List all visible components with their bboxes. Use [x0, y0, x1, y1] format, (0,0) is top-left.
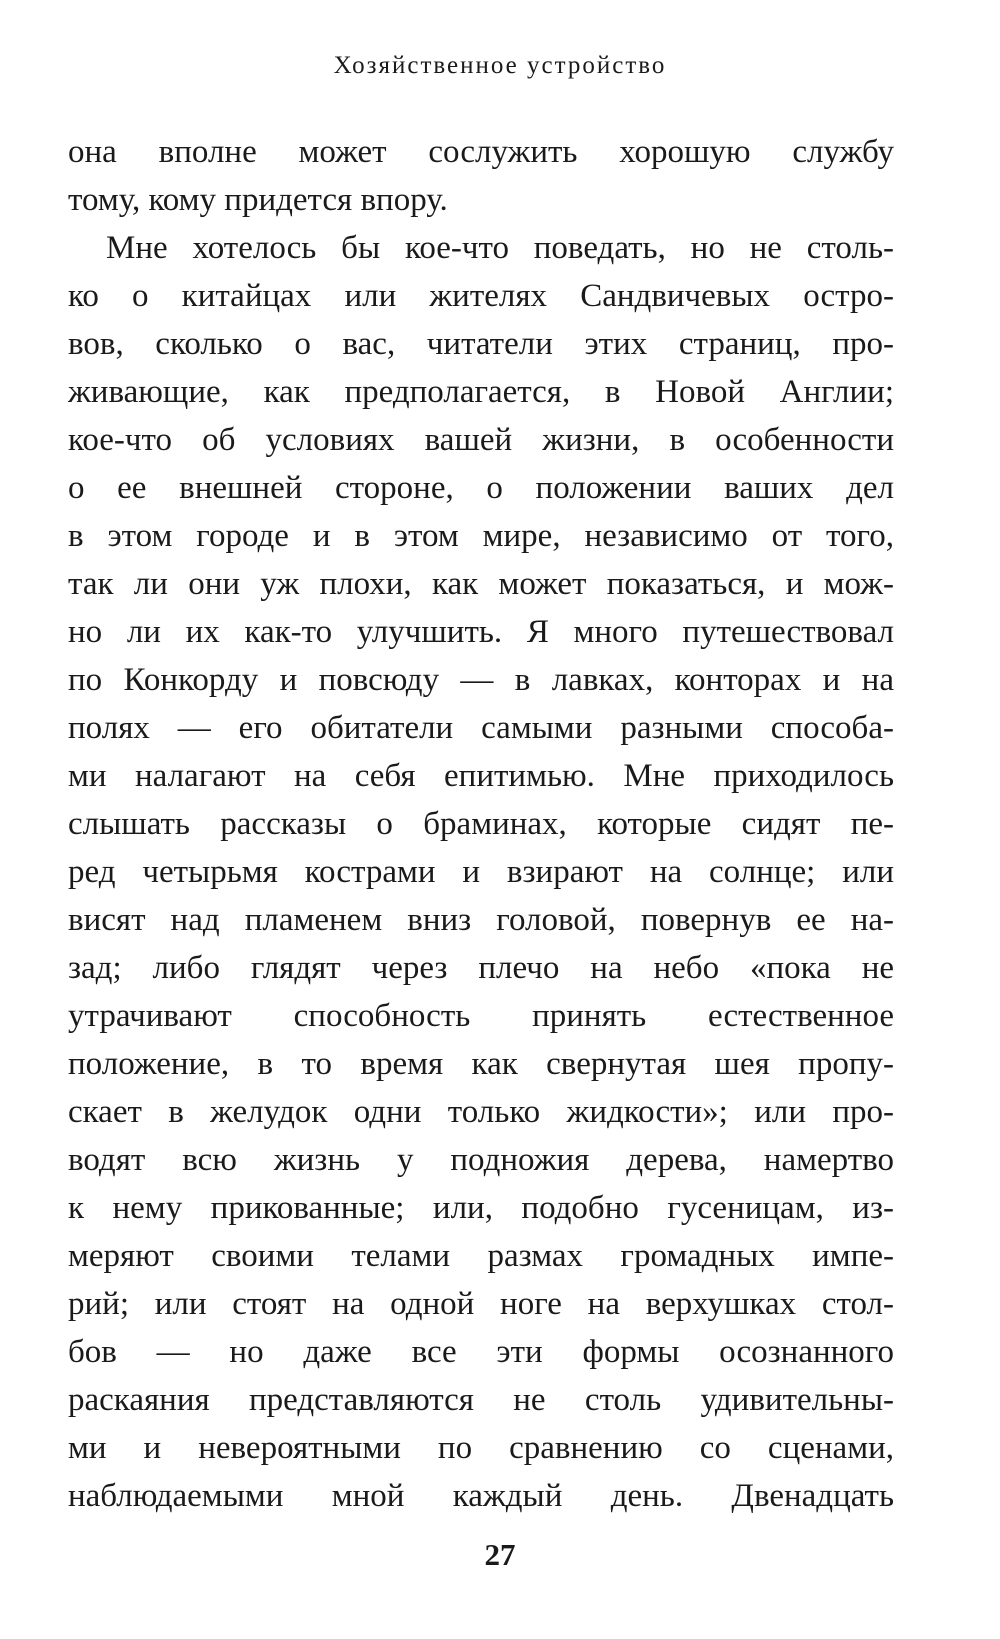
text-line: водят всю жизнь у подножия дерева, намертво: [68, 1142, 894, 1178]
text-line: ми налагают на себя епитимью. Мне приходилось: [68, 758, 894, 794]
text-line: висят над пламенем вниз головой, повернув ее на-: [68, 902, 894, 938]
text-line: кое-что об условиях вашей жизни, в особенности: [68, 422, 894, 458]
text-line: но ли их как-то улучшить. Я много путешествовал: [68, 614, 894, 650]
text-line: меряют своими телами размах громадных импе-: [68, 1238, 894, 1274]
text-line: полях — его обитатели самыми разными способа-: [68, 710, 894, 746]
text-line: о ее внешней стороне, о положении ваших дел: [68, 470, 894, 506]
text-line: тому, кому придется впору.: [68, 182, 448, 218]
text-line: Мне хотелось бы кое-что поведать, но не столь-: [106, 230, 894, 266]
body-text: [68, 128, 894, 1520]
text-line: рий; или стоят на одной ноге на верхушках стол-: [68, 1286, 894, 1322]
text-line: наблюдаемыми мной каждый день. Двенадцать: [68, 1478, 894, 1514]
text-line: скает в желудок одни только жидкости»; или про-: [68, 1094, 894, 1130]
text-line: зад; либо глядят через плечо на небо «пока не: [68, 950, 894, 986]
text-line: вов, сколько о вас, читатели этих страниц, про-: [68, 326, 894, 362]
text-line: к нему прикованные; или, подобно гусеницам, из-: [68, 1190, 894, 1226]
page-number: 27: [484, 1537, 516, 1572]
text-line: бов — но даже все эти формы осознанного: [68, 1334, 894, 1370]
text-line: ко о китайцах или жителях Сандвичевых остро-: [68, 278, 894, 314]
text-line: утрачивают способность принять естественное: [68, 998, 894, 1034]
text-line: раскаяния представляются не столь удивительны-: [68, 1382, 894, 1418]
text-line: слышать рассказы о браминах, которые сидят пе-: [68, 806, 894, 842]
text-line: живающие, как предполагается, в Новой Англии;: [68, 374, 894, 410]
text-line: она вполне может сослужить хорошую службу: [68, 134, 894, 170]
running-head: Хозяйственное устройство: [333, 52, 667, 79]
text-line: положение, в то время как свернутая шея пропу-: [68, 1046, 894, 1082]
text-line: по Конкорду и повсюду — в лавках, конторах и на: [68, 662, 894, 698]
text-line: так ли они уж плохи, как может показаться, и мож-: [68, 566, 894, 602]
text-line: в этом городе и в этом мире, независимо от того,: [68, 518, 894, 554]
text-line: ми и невероятными по сравнению со сценами,: [68, 1430, 894, 1466]
text-line: ред четырьмя кострами и взирают на солнце; или: [68, 854, 894, 890]
